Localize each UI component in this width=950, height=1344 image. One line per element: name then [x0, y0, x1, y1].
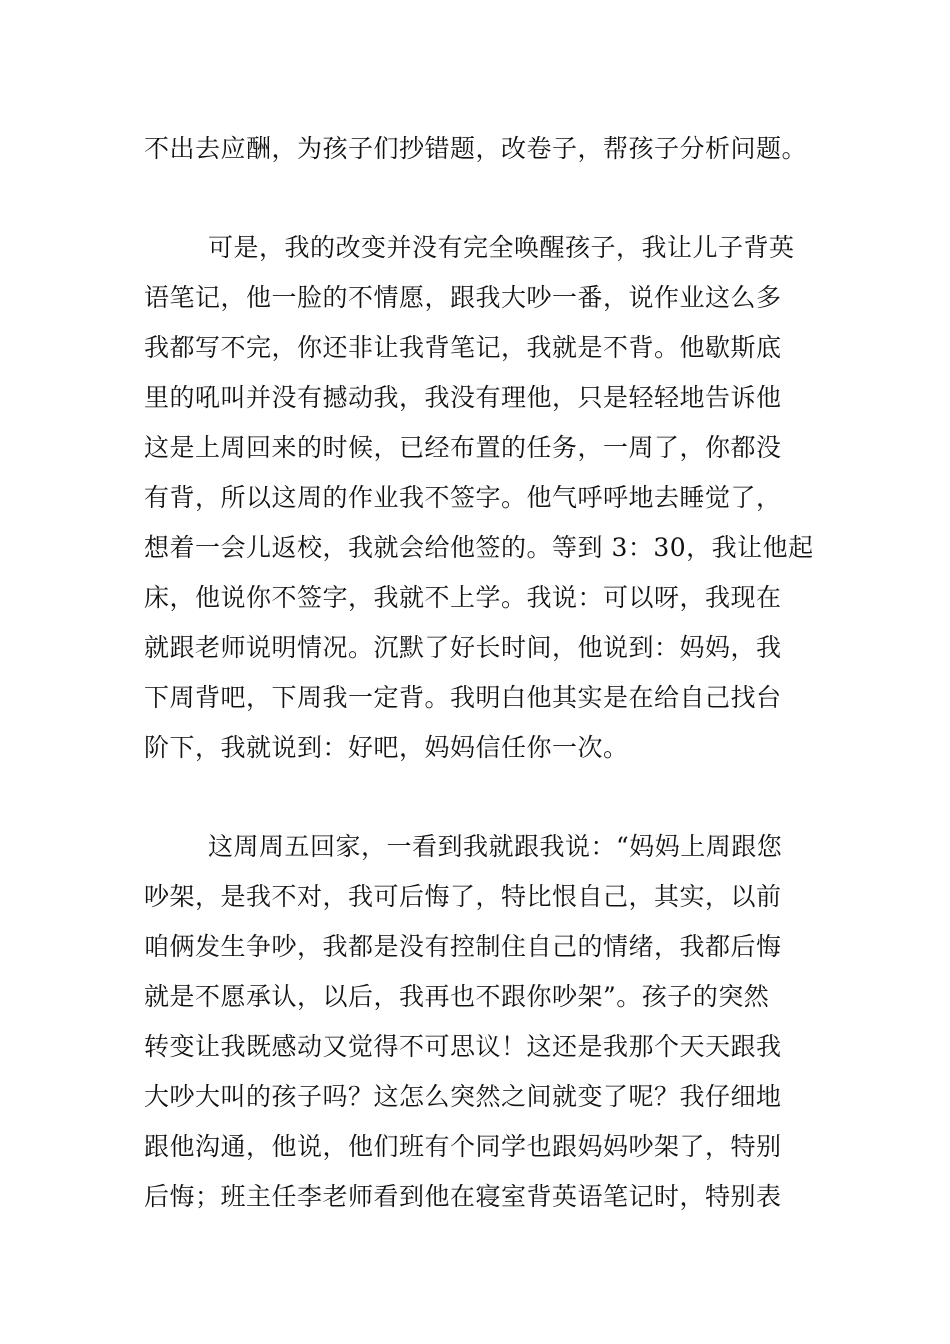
paragraph-2-line-10: 下周背吧，下周我一定背。我明白他其实是在给自己找台 [144, 683, 782, 712]
paragraph-3-line-8: 后悔；班主任李老师看到他在寝室背英语笔记时，特别表 [144, 1182, 782, 1211]
paragraph-2-line-5: 这是上周回来的时候，已经布置的任务，一周了，你都没 [144, 433, 782, 462]
paragraph-2-line-2: 语笔记，他一脸的不情愿，跟我大吵一番，说作业这么多 [144, 283, 782, 312]
paragraph-1-line-1: 不出去应酬，为孩子们抄错题，改卷子，帮孩子分析问题。 [144, 134, 808, 163]
paragraph-2-line-11: 阶下，我就说到：好吧，妈妈信任你一次。 [144, 733, 629, 762]
paragraph-2-line-8: 床，他说你不签字，我就不上学。我说：可以呀，我现在 [144, 583, 782, 612]
paragraph-3-line-4: 就是不愿承认，以后，我再也不跟你吵架”。孩子的突然 [144, 982, 770, 1011]
paragraph-3-line-3: 咱俩发生争吵，我都是没有控制住自己的情绪，我都后悔 [144, 932, 782, 961]
paragraph-2-line-7: 想着一会儿返校，我就会给他签的。等到 3：30，我让他起 [144, 533, 814, 562]
paragraph-2-line-1: 可是，我的改变并没有完全唤醒孩子，我让儿子背英 [208, 233, 795, 262]
paragraph-2-line-9: 就跟老师说明情况。沉默了好长时间，他说到：妈妈，我 [144, 633, 782, 662]
paragraph-3-line-6: 大吵大叫的孩子吗？这怎么突然之间就变了呢？我仔细地 [144, 1082, 782, 1111]
paragraph-3-line-7: 跟他沟通，他说，他们班有个同学也跟妈妈吵架了，特别 [144, 1132, 782, 1161]
paragraph-2-line-3: 我都写不完，你还非让我背笔记，我就是不背。他歇斯底 [144, 333, 782, 362]
paragraph-2-line-6: 有背，所以这周的作业我不签字。他气呼呼地去睡觉了， [144, 483, 782, 512]
paragraph-2-line-4: 里的吼叫并没有撼动我，我没有理他，只是轻轻地告诉他 [144, 383, 782, 412]
paragraph-3-line-5: 转变让我既感动又觉得不可思议！这还是我那个天天跟我 [144, 1032, 782, 1061]
paragraph-3-line-2: 吵架，是我不对，我可后悔了，特比恨自己，其实，以前 [144, 882, 782, 911]
paragraph-3-line-1: 这周周五回家，一看到我就跟我说：“妈妈上周跟您 [208, 832, 783, 861]
